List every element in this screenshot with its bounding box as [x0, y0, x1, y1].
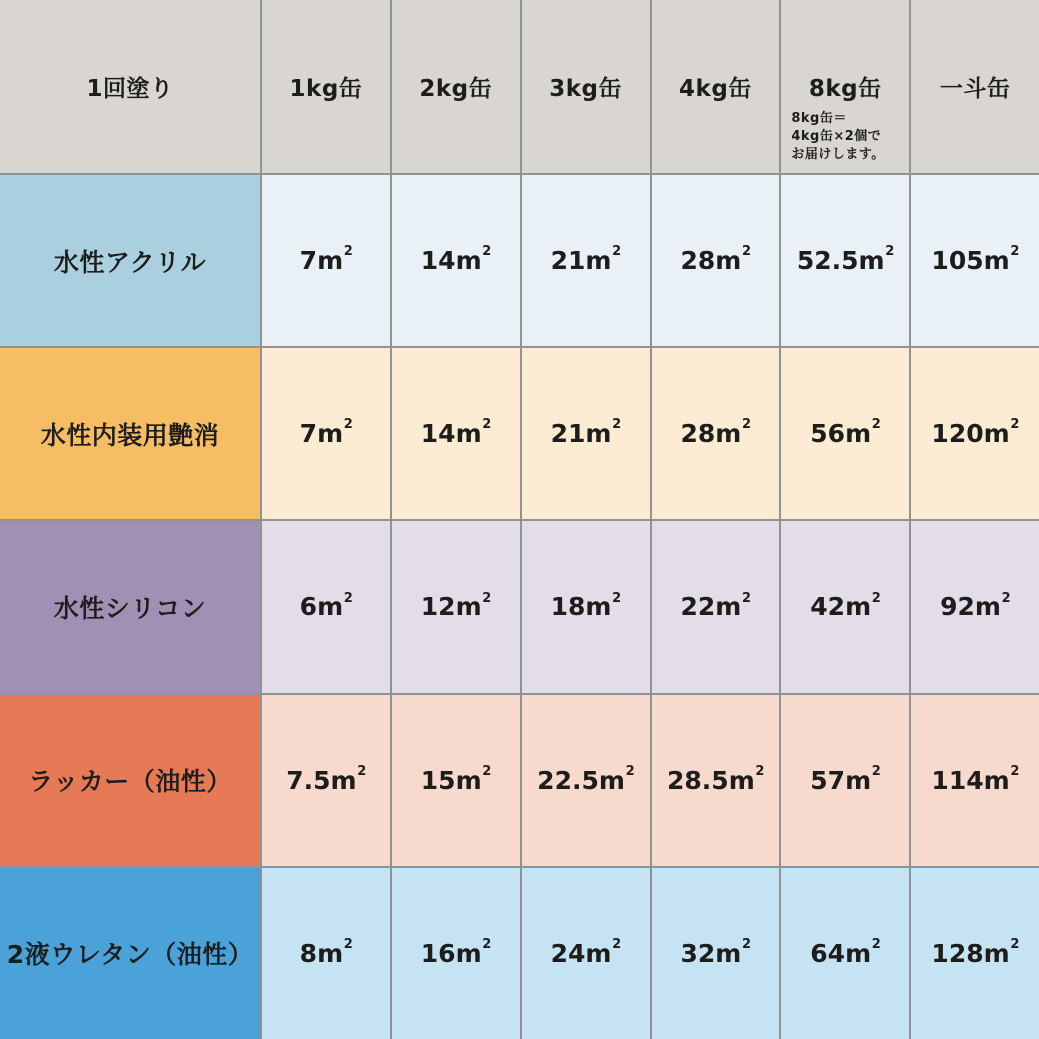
- header-note: [791, 110, 884, 164]
- coverage-value: 52.5: [796, 246, 859, 276]
- unit-square-meters: [330, 763, 367, 795]
- unit-exponent: 2: [482, 763, 492, 779]
- coverage-value: 14: [420, 246, 456, 276]
- coverage-value: 16: [420, 938, 456, 968]
- column-header-label: 3kg缶: [549, 76, 622, 102]
- unit-exponent: 2: [343, 590, 353, 606]
- unit-square-meters: [984, 939, 1019, 968]
- coverage-value: 57: [810, 765, 846, 795]
- unit-base: m: [455, 419, 482, 449]
- unit-base: m: [845, 765, 872, 795]
- row-label: ラッカー（油性）: [0, 695, 260, 866]
- unit-square-meters: [984, 246, 1019, 275]
- column-header-4: [652, 0, 780, 173]
- coverage-value-cell: [522, 175, 650, 346]
- coverage-value-cell: [911, 175, 1039, 346]
- unit-square-meters: [845, 763, 881, 795]
- unit-square-meters: [845, 419, 880, 448]
- coverage-value-cell: [911, 521, 1039, 692]
- row-label: 水性シリコン: [0, 521, 260, 692]
- unit-square-meters: [728, 763, 765, 795]
- unit-square-meters: [317, 419, 352, 448]
- unit-exponent: 2: [871, 417, 881, 433]
- unit-base: m: [598, 765, 625, 795]
- unit-base: m: [983, 765, 1010, 795]
- coverage-value-cell: [652, 175, 780, 346]
- coverage-value: 32: [680, 938, 716, 968]
- coverage-value: 12: [420, 592, 456, 622]
- column-header-label: 4kg缶: [679, 76, 752, 102]
- coverage-value: 42: [810, 592, 846, 622]
- unit-base: m: [845, 592, 872, 622]
- coverage-value-cell: [262, 348, 390, 519]
- column-header-1: [262, 0, 390, 173]
- unit-base: m: [858, 246, 885, 276]
- unit-exponent: 2: [482, 590, 492, 606]
- unit-square-meters: [585, 939, 620, 968]
- unit-exponent: 2: [871, 590, 881, 606]
- coverage-value-cell: [652, 521, 780, 692]
- coverage-value-cell: [911, 695, 1039, 866]
- unit-exponent: 2: [755, 763, 765, 779]
- coverage-value-cell: [911, 348, 1039, 519]
- coverage-value: 28: [680, 419, 716, 449]
- unit-base: m: [585, 419, 612, 449]
- unit-square-meters: [317, 246, 352, 275]
- coverage-value: 28.5: [667, 765, 729, 795]
- unit-square-meters: [975, 592, 1010, 621]
- unit-base: m: [715, 938, 742, 968]
- coverage-value-cell: [262, 521, 390, 692]
- unit-base: m: [317, 419, 344, 449]
- unit-exponent: 2: [1010, 244, 1020, 260]
- unit-exponent: 2: [885, 244, 895, 260]
- unit-exponent: 2: [1001, 590, 1011, 606]
- unit-exponent: 2: [482, 244, 492, 260]
- coverage-value-cell: [652, 348, 780, 519]
- unit-square-meters: [845, 592, 880, 621]
- unit-exponent: 2: [741, 937, 751, 953]
- unit-exponent: 2: [343, 244, 353, 260]
- unit-square-meters: [715, 592, 750, 621]
- unit-base: m: [585, 592, 612, 622]
- coverage-value-cell: [652, 868, 780, 1039]
- coverage-value: 7: [299, 246, 318, 276]
- unit-square-meters: [845, 939, 880, 968]
- unit-square-meters: [317, 939, 352, 968]
- unit-square-meters: [715, 939, 750, 968]
- coverage-value: 18: [550, 592, 586, 622]
- row-label: 2液ウレタン（油性）: [0, 868, 260, 1039]
- unit-exponent: 2: [482, 937, 492, 953]
- coverage-value: 92: [940, 592, 975, 622]
- coverage-value: 7: [299, 419, 318, 449]
- column-header-label: 一斗缶: [939, 76, 1011, 102]
- unit-base: m: [983, 938, 1010, 968]
- unit-exponent: 2: [871, 937, 881, 953]
- unit-base: m: [317, 592, 344, 622]
- unit-exponent: 2: [612, 590, 622, 606]
- unit-square-meters: [456, 246, 491, 275]
- coverage-value-cell: [522, 695, 650, 866]
- unit-exponent: 2: [741, 244, 751, 260]
- coverage-value-cell: [522, 348, 650, 519]
- unit-square-meters: [715, 419, 750, 448]
- unit-exponent: 2: [741, 417, 751, 433]
- coverage-value-cell: [392, 695, 520, 866]
- unit-base: m: [455, 592, 482, 622]
- coverage-value: 6: [299, 592, 318, 622]
- coverage-value-cell: [781, 348, 909, 519]
- unit-exponent: 2: [343, 417, 353, 433]
- column-header-label: 2kg缶: [419, 76, 493, 102]
- coverage-value: 14: [420, 419, 456, 449]
- column-header-2: [392, 0, 520, 173]
- coverage-value: 24: [550, 938, 586, 968]
- unit-exponent: 2: [1010, 763, 1020, 779]
- coverage-value-cell: [262, 175, 390, 346]
- coverage-value-cell: [262, 868, 390, 1039]
- coverage-value-cell: [522, 521, 650, 692]
- unit-exponent: 2: [482, 417, 492, 433]
- coverage-value: 28: [680, 246, 716, 276]
- row-label: 水性アクリル: [0, 175, 260, 346]
- unit-square-meters: [456, 592, 491, 621]
- coverage-value: 128: [931, 938, 984, 968]
- unit-base: m: [715, 419, 742, 449]
- unit-base: m: [455, 246, 482, 276]
- column-header-label: 1kg缶: [289, 76, 363, 102]
- unit-exponent: 2: [741, 590, 751, 606]
- unit-base: m: [845, 938, 872, 968]
- unit-square-meters: [598, 763, 635, 795]
- header-note-line: お届けします。: [791, 147, 885, 163]
- coverage-value: 8: [299, 938, 318, 968]
- column-header-5: [781, 0, 909, 173]
- coverage-value-cell: [781, 695, 909, 866]
- column-header-6: [911, 0, 1039, 173]
- unit-base: m: [330, 765, 357, 795]
- coverage-value-cell: [392, 521, 520, 692]
- unit-exponent: 2: [357, 763, 367, 779]
- unit-base: m: [728, 765, 755, 795]
- unit-exponent: 2: [1010, 417, 1020, 433]
- unit-square-meters: [859, 246, 894, 275]
- coverage-value: 105: [931, 246, 984, 276]
- coverage-value: 21: [550, 419, 586, 449]
- unit-exponent: 2: [1010, 937, 1020, 953]
- coverage-value: 64: [810, 938, 846, 968]
- unit-square-meters: [455, 763, 492, 795]
- unit-square-meters: [456, 939, 491, 968]
- coverage-value: 114: [931, 765, 984, 795]
- coverage-value: 15: [420, 765, 456, 795]
- unit-square-meters: [983, 763, 1020, 795]
- row-label: 水性内装用艶消: [0, 348, 260, 519]
- unit-base: m: [317, 246, 344, 276]
- unit-exponent: 2: [612, 417, 622, 433]
- unit-square-meters: [585, 419, 620, 448]
- unit-square-meters: [585, 246, 620, 275]
- unit-base: m: [455, 765, 482, 795]
- header-note-line: 8kg缶＝: [791, 111, 847, 127]
- coverage-value-cell: [392, 175, 520, 346]
- coverage-value-cell: [392, 348, 520, 519]
- unit-square-meters: [317, 592, 352, 621]
- coverage-value: 120: [931, 419, 984, 449]
- unit-base: m: [455, 938, 482, 968]
- column-header-3: [522, 0, 650, 173]
- header-first-coat-label: 1回塗り: [0, 0, 260, 173]
- unit-exponent: 2: [343, 937, 353, 953]
- unit-base: m: [974, 592, 1001, 622]
- unit-square-meters: [456, 419, 491, 448]
- unit-square-meters: [585, 592, 620, 621]
- unit-base: m: [715, 246, 742, 276]
- coverage-value-cell: [911, 868, 1039, 1039]
- coverage-value: 22: [680, 592, 716, 622]
- unit-base: m: [983, 246, 1010, 276]
- coverage-value-cell: [652, 695, 780, 866]
- header-note-line: 4kg缶×2個で: [791, 129, 882, 145]
- unit-base: m: [585, 938, 612, 968]
- unit-exponent: 2: [871, 763, 881, 779]
- unit-square-meters: [984, 419, 1019, 448]
- coverage-value: 7.5: [286, 765, 331, 795]
- unit-base: m: [585, 246, 612, 276]
- unit-square-meters: [715, 246, 750, 275]
- unit-exponent: 2: [625, 763, 635, 779]
- coverage-value-cell: [392, 868, 520, 1039]
- coverage-value: 22.5: [537, 765, 599, 795]
- unit-exponent: 2: [612, 244, 622, 260]
- coverage-value-cell: [262, 695, 390, 866]
- coverage-value: 21: [550, 246, 586, 276]
- column-header-label: 8kg缶: [808, 76, 882, 102]
- coverage-value-cell: [781, 175, 909, 346]
- unit-exponent: 2: [612, 937, 622, 953]
- coverage-value: 56: [810, 419, 846, 449]
- unit-base: m: [715, 592, 742, 622]
- unit-base: m: [983, 419, 1010, 449]
- coverage-value-cell: [781, 868, 909, 1039]
- coverage-value-cell: [522, 868, 650, 1039]
- coverage-value-cell: [781, 521, 909, 692]
- unit-base: m: [845, 419, 872, 449]
- unit-base: m: [317, 938, 344, 968]
